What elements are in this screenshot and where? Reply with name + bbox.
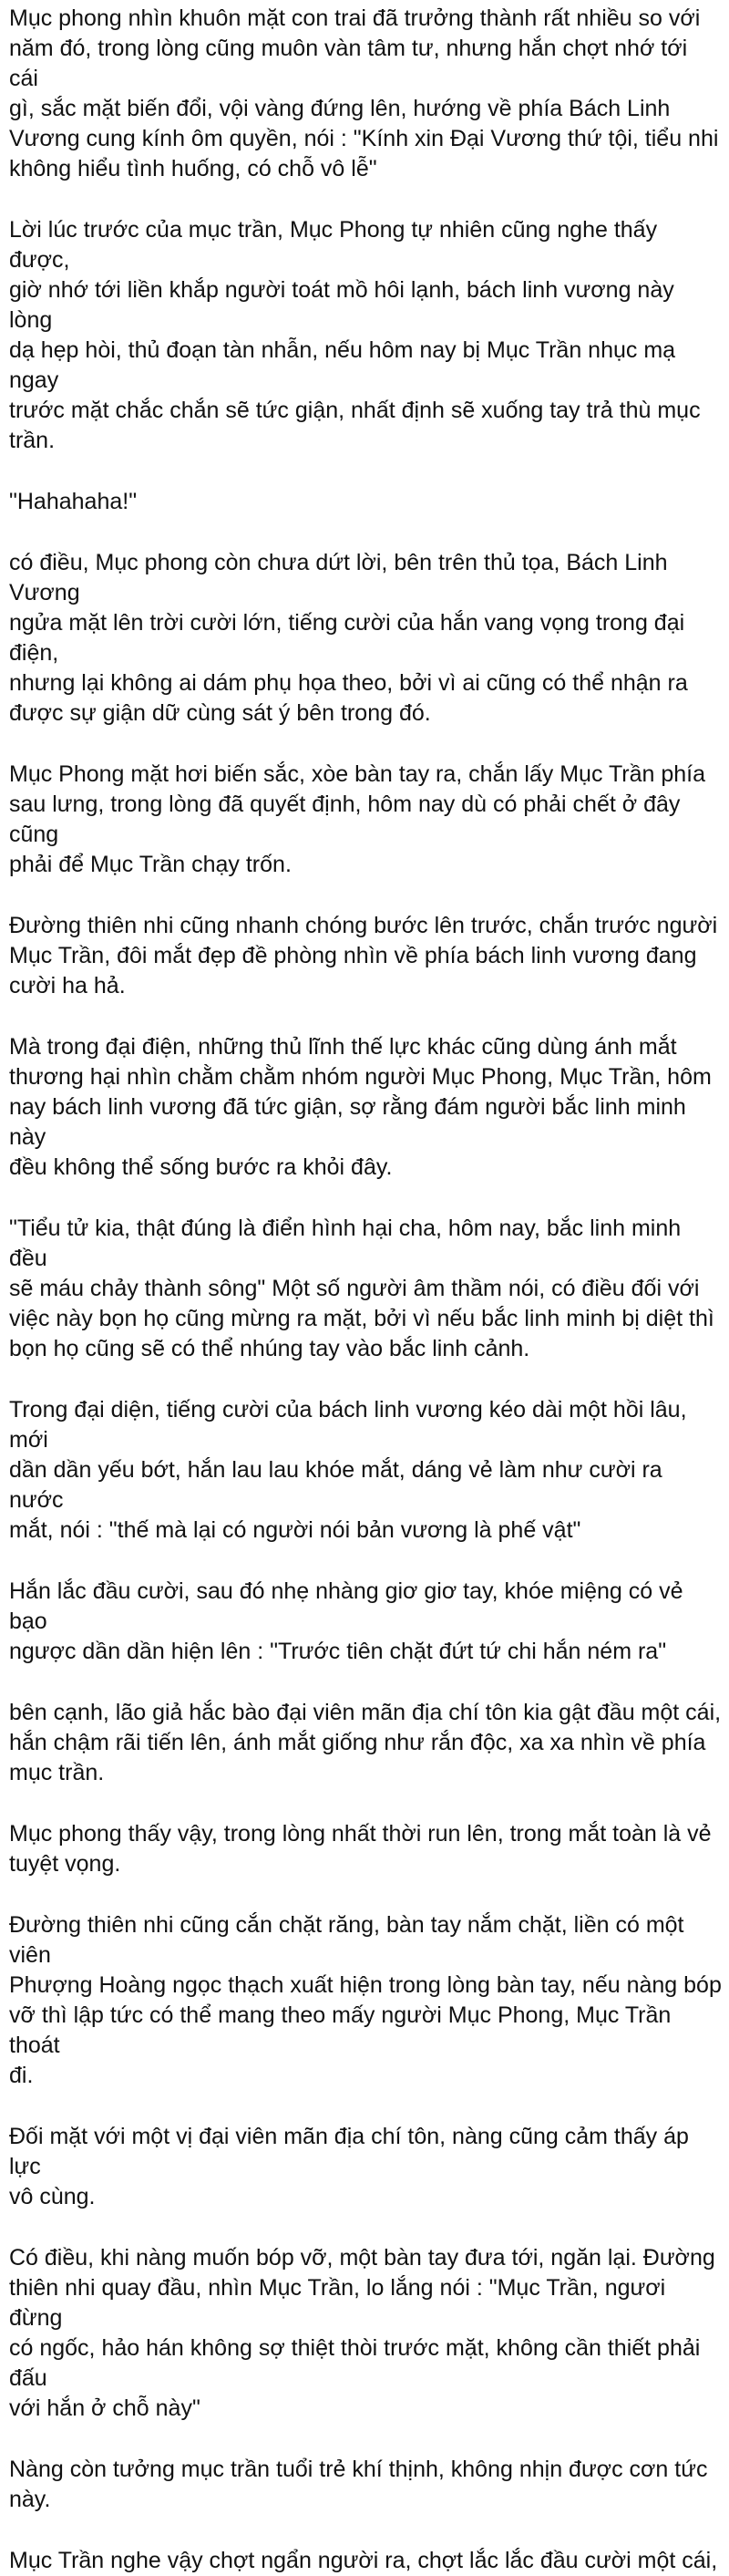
paragraph: có điều, Mục phong còn chưa dứt lời, bên trên thủ tọa, Bách Linh Vương ngửa mặt lên trời cười lớn, tiếng cười của hắn vang vọng trong đại điện, nhưng lại không ai dám phụ họa theo, bởi vì ai cũng có thể nhận ra được sự giận dữ cùng sát ý bên trong đó.: [9, 550, 688, 726]
paragraph: Đường thiên nhi cũng cắn chặt răng, bàn tay nắm chặt, liền có một viên Phượng Hoàng ngọc thạch xuất hiện trong lòng bàn tay, nếu nàng bóp vỡ thì lập tức có thể mang theo mấy người Mục Phong, Mục Trần thoát đi.: [9, 1912, 722, 2088]
paragraph: Đường thiên nhi cũng nhanh chóng bước lên trước, chắn trước người Mục Trần, đôi mắt đẹp đề phòng nhìn về phía bách linh vương đang cười ha hả.: [9, 913, 718, 998]
paragraph: Trong đại diện, tiếng cười của bách linh vương kéo dài một hồi lâu, mới dần dần yếu bớt, hắn lau lau khóe mắt, dáng vẻ làm như cười ra nước mắt, nói : "thế mà lại có người nói bản vương là phế vật": [9, 1397, 687, 1543]
paragraph: Lời lúc trước của mục trần, Mục Phong tự nhiên cũng nghe thấy được, giờ nhớ tới liền khắp người toát mồ hôi lạnh, bách linh vương này lòng dạ hẹp hòi, thủ đoạn tàn nhẫn, nếu hôm nay bị Mục Trần nhục mạ ngay trước mặt chắc chắn sẽ tức giận, nhất định sẽ xuống tay trả thù mục trần.: [9, 217, 701, 453]
paragraph: Mục phong thấy vậy, trong lòng nhất thời run lên, trong mắt toàn là vẻ tuyệt vọng.: [9, 1821, 712, 1877]
paragraph: "Hahahaha!": [9, 489, 138, 514]
paragraph: Hắn lắc đầu cười, sau đó nhẹ nhàng giơ giơ tay, khóe miệng có vẻ bạo ngược dần dần hiện lên : "Trước tiên chặt đứt tứ chi hắn ném ra": [9, 1578, 683, 1664]
paragraph: Nàng còn tưởng mục trần tuổi trẻ khí thịnh, không nhịn được cơn tức này.: [9, 2457, 708, 2512]
paragraph: bên cạnh, lão giả hắc bào đại viên mãn địa chí tôn kia gật đầu một cái, hắn chậm rãi tiến lên, ánh mắt giống như rắn độc, xa xa nhìn về phía mục trần.: [9, 1700, 722, 1785]
paragraph: Có điều, khi nàng muốn bóp vỡ, một bàn tay đưa tới, ngăn lại. Đường thiên nhi quay đầu, nhìn Mục Trần, lo lắng nói : "Mục Trần, ngươi đừng có ngốc, hảo hán không sợ thiệt thòi trước mặt, không cần thiết phải đấu với hắn ở chỗ này": [9, 2245, 715, 2421]
paragraph: "Tiểu tử kia, thật đúng là điển hình hại cha, hôm nay, bắc linh minh đều sẽ máu chảy thành sông" Một số người âm thầm nói, có điều đối với việc này bọn họ cũng mừng ra mặt, bởi vì nếu bắc linh minh bị diệt thì bọn họ cũng sẽ có thể nhúng tay vào bắc linh cảnh.: [9, 1216, 714, 1361]
paragraph: Đối mặt với một vị đại viên mãn địa chí tôn, nàng cũng cảm thấy áp lực vô cùng.: [9, 2124, 689, 2209]
paragraph: Mục Trần nghe vậy chợt ngẩn người ra, chợt lắc lắc đầu cười một cái,: [9, 2548, 718, 2573]
paragraph: Mục phong nhìn khuôn mặt con trai đã trưởng thành rất nhiều so với năm đó, trong lòng cũng muôn vàn tâm tư, nhưng hắn chợt nhớ tới cái gì, sắc mặt biến đổi, vội vàng đứng lên, hướng về phía Bách Linh Vương cung kính ôm quyền, nói : "Kính xin Đại Vương thứ tội, tiểu nhi không hiểu tình huống, có chỗ vô lễ": [9, 5, 719, 181]
paragraph: Mục Phong mặt hơi biến sắc, xòe bàn tay ra, chắn lấy Mục Trần phía sau lưng, trong lòng đã quyết định, hôm nay dù có phải chết ở đây cũng phải để Mục Trần chạy trốn.: [9, 761, 706, 877]
paragraph: Mà trong đại điện, những thủ lĩnh thế lực khác cũng dùng ánh mắt thương hại nhìn chằm chằm nhóm người Mục Phong, Mục Trần, hôm nay bách linh vương đã tức giận, sợ rằng đám người bắc linh minh này đều không thể sống bước ra khỏi đây.: [9, 1034, 712, 1180]
